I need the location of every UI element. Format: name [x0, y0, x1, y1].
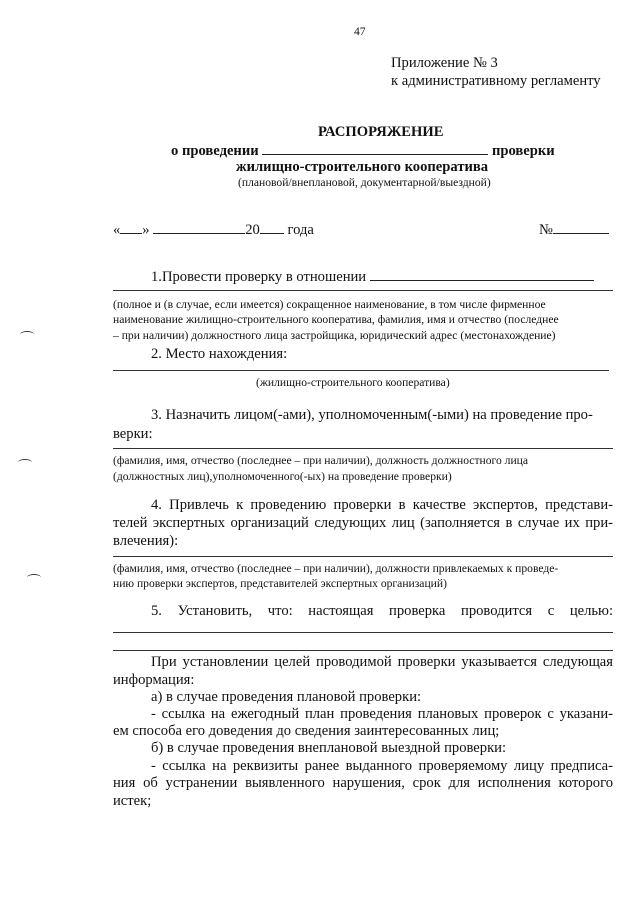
item-3-note-1: (фамилия, имя, отчество (последнее – при наличии), должность должностного лица	[113, 454, 529, 467]
year-suffix: года	[287, 222, 314, 238]
item-1-note-3: – при наличии) должностного лица застройщика, юридический адрес (местонахождение)	[113, 329, 556, 342]
close-quote: »	[142, 222, 150, 238]
item-4-note-1: (фамилия, имя, отчество (последнее – при наличии), должности привлекаемых к проведе-	[113, 562, 559, 575]
item-1-note-2: наименование жилищно-строительного кооператива, фамилия, имя и отчество (последнее	[113, 313, 559, 326]
item-4-blank[interactable]	[113, 556, 613, 557]
appendix-line-2: к административному регламенту	[391, 73, 601, 89]
document-title: РАСПОРЯЖЕНИЕ	[318, 124, 444, 140]
subtitle-suffix: проверки	[491, 143, 555, 159]
purposes-a1-line-2: ем способа его доведения до сведения заинтересованных лиц;	[113, 723, 500, 739]
number-sign: №	[539, 222, 553, 238]
purposes-line-1: При установлении целей проводимой проверки указывается следующая	[151, 654, 613, 670]
item-3-line-2: верки:	[113, 426, 153, 442]
item-5-blank-2[interactable]	[113, 650, 613, 651]
item-4-line-2: телей экспертных организаций следующих лиц (заполняется в случае их при-	[113, 515, 613, 531]
binding-hole-mark	[27, 574, 41, 581]
purposes-a1-line-1: - ссылка на ежегодный план проведения плановых проверок с указани-	[151, 706, 613, 722]
appendix-line-1: Приложение № 3	[391, 55, 498, 71]
purposes-b1-line-2: ния об устранении выявленного нарушения, срок для исполнения которого	[113, 775, 613, 791]
item-1-line-2[interactable]	[113, 290, 613, 291]
date-row	[113, 220, 314, 239]
purposes-b1-line-1: - ссылка на реквизиты ранее выданного проверяемому лицу предписа-	[151, 758, 613, 774]
item-3-note-2: (должностных лиц),уполномоченного(-ых) на проведение проверки)	[113, 470, 452, 483]
purposes-line-2: информация:	[113, 672, 195, 688]
purposes-b: б) в случае проведения внеплановой выездной проверки:	[151, 740, 507, 756]
item-3-blank[interactable]	[113, 448, 613, 449]
page-number: 47	[354, 25, 366, 38]
check-type-blank[interactable]	[262, 141, 488, 155]
subtitle-prefix: о проведении	[171, 143, 259, 159]
subtitle-note: (плановой/внеплановой, документарной/выездной)	[238, 176, 491, 189]
item-1-blank[interactable]	[370, 267, 594, 281]
item-4-line-1: 4. Привлечь к проведению проверки в качестве экспертов, представи-	[151, 497, 613, 513]
binding-hole-mark	[20, 331, 34, 338]
item-2-note: (жилищно-строительного кооператива)	[256, 376, 450, 389]
purposes-b1-line-3: истек;	[113, 793, 152, 809]
item-2-text: 2. Место нахождения:	[151, 346, 288, 362]
number-field	[539, 220, 609, 239]
year-blank[interactable]	[260, 220, 284, 234]
item-3-line-1: 3. Назначить лицом(-ами), уполномоченным(-ыми) на проведение про-	[151, 407, 593, 423]
item-5-blank-1[interactable]	[113, 632, 613, 633]
item-1-text: 1.Провести проверку в отношении	[151, 269, 367, 285]
day-blank[interactable]	[120, 220, 142, 234]
item-1-line	[151, 267, 594, 286]
item-1-note-1: (полное и (в случае, если имеется) сокращенное наименование, в том числе фирменное	[113, 298, 546, 311]
number-blank[interactable]	[553, 220, 609, 234]
item-4-line-3: влечения):	[113, 533, 179, 549]
item-4-note-2: нию проверки экспертов, представителей экспертных организаций)	[113, 577, 447, 590]
binding-hole-mark	[18, 459, 32, 466]
subtitle-line-2: жилищно-строительного кооператива	[236, 159, 489, 175]
purposes-a: а) в случае проведения плановой проверки:	[151, 689, 422, 705]
open-quote: «	[113, 222, 121, 238]
month-blank[interactable]	[153, 220, 245, 234]
item-5-text: 5. Установить, что: настоящая проверка проводится с целью:	[151, 603, 613, 619]
item-2-blank[interactable]	[113, 370, 609, 371]
year-prefix: 20	[245, 222, 260, 238]
